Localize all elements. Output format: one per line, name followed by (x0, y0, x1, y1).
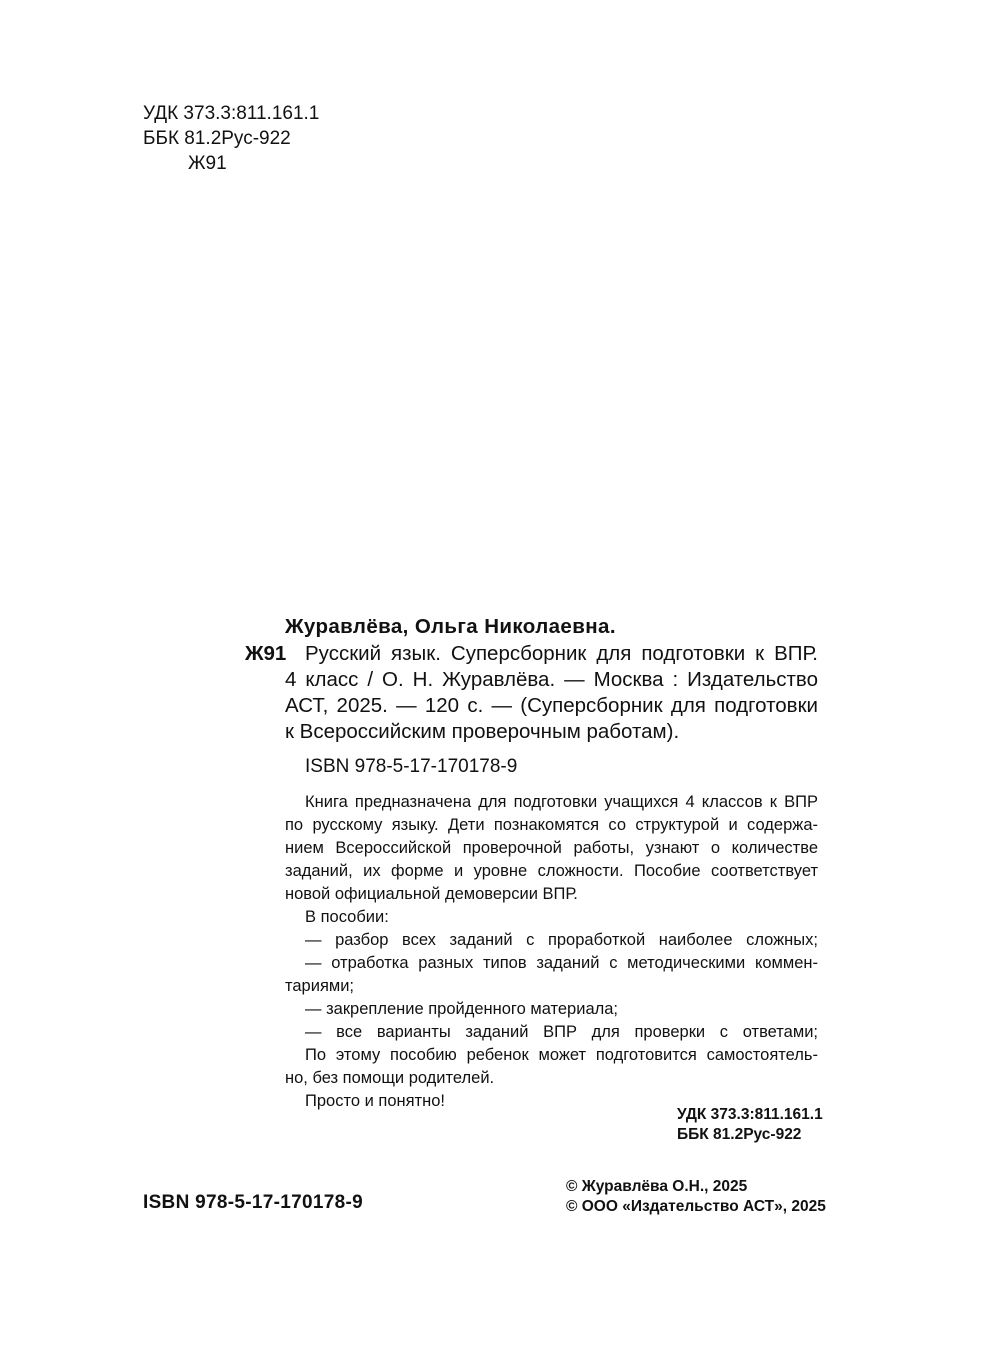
udk-code-top: УДК 373.3:811.161.1 (143, 103, 320, 124)
annotation-line: но, без помощи родителей. (285, 1069, 495, 1087)
annotation-list-item: — отработка разных типов заданий с методическими коммен- (305, 954, 818, 972)
copyright-author: © Журавлёва О.Н., 2025 (566, 1178, 748, 1195)
author-name: Журавлёва, Ольга Николаевна. (285, 615, 616, 638)
annotation-line: По этому пособию ребенок может подготовится самостоятель- (305, 1046, 818, 1064)
bbk-code-top: ББК 81.2Рус-922 (143, 128, 291, 149)
annotation-list-item: — закрепление пройденного материала; (305, 1000, 619, 1018)
annotation-line: Книга предназначена для подготовки учащихся 4 классов к ВПР (305, 793, 818, 811)
udk-code-bottom: УДК 373.3:811.161.1 (677, 1106, 823, 1123)
annotation-line: Просто и понятно! (305, 1092, 445, 1110)
annotation-line: нием Всероссийской проверочной работы, узнают о количестве (285, 839, 818, 857)
isbn-bottom: ISBN 978-5-17-170178-9 (143, 1192, 363, 1213)
title-line: АСТ, 2025. — 120 с. — (Суперсборник для подготовки (285, 694, 818, 717)
annotation-list-item: — все варианты заданий ВПР для проверки с ответами; (305, 1023, 818, 1041)
author-cipher-top: Ж91 (188, 153, 227, 174)
isbn-record: ISBN 978-5-17-170178-9 (305, 756, 518, 777)
annotation-line: по русскому языку. Дети познакомятся со структурой и содержа- (285, 816, 818, 834)
bbk-code-bottom: ББК 81.2Рус-922 (677, 1126, 802, 1143)
annotation-list-item: — разбор всех заданий с проработкой наиболее сложных; (305, 931, 818, 949)
title-line: 4 класс / О. Н. Журавлёва. — Москва : Издательство (285, 668, 818, 691)
annotation-line: В пособии: (305, 908, 389, 926)
annotation-list-item: тариями; (285, 977, 355, 995)
title-line: к Всероссийским проверочным работам). (285, 720, 680, 743)
title-line: Русский язык. Суперсборник для подготовки к ВПР. (305, 642, 818, 665)
annotation-line: заданий, их форме и уровне сложности. Пособие соответствует (285, 862, 818, 880)
author-cipher: Ж91 (245, 642, 287, 665)
annotation-line: новой официальной демоверсии ВПР. (285, 885, 578, 903)
copyright-publisher: © ООО «Издательство АСТ», 2025 (566, 1198, 826, 1215)
